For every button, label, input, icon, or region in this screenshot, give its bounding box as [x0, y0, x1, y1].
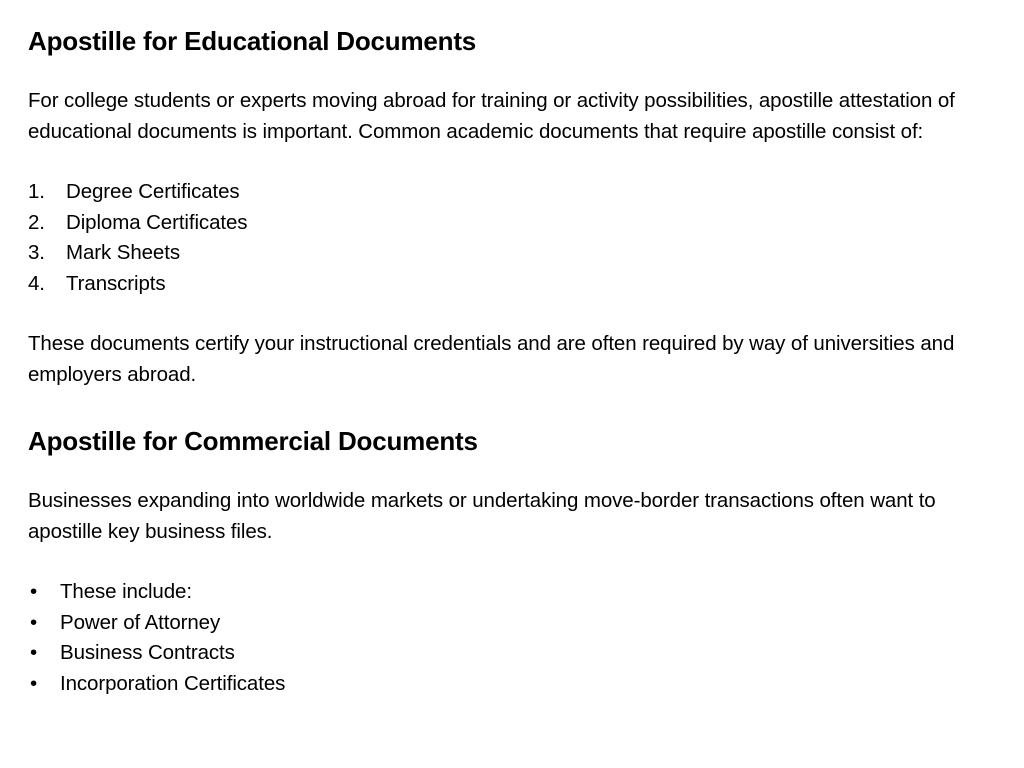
section-educational-intro: For college students or experts moving abroad for training or activity possibilities, apostille attestation of educational documents is important. Common academic documents that require apostille consist of: — [28, 89, 955, 143]
list-item — [28, 638, 964, 669]
list-item-number: 3. — [28, 241, 45, 264]
list-item-text: Incorporation Certificates — [60, 671, 286, 695]
list-item — [28, 208, 964, 239]
bullet-icon: • — [30, 580, 38, 603]
bullet-icon: • — [30, 641, 38, 664]
list-item-text: Transcripts — [66, 271, 166, 295]
list-item-text: These include: — [60, 580, 192, 603]
section-commercial-heading: Apostille for Commercial Documents — [28, 426, 478, 456]
educational-documents-list — [28, 177, 964, 299]
list-item-text: Degree Certificates — [66, 180, 240, 203]
list-item-text: Mark Sheets — [66, 241, 180, 264]
bullet-icon: • — [30, 610, 38, 634]
section-educational-heading: Apostille for Educational Documents — [28, 26, 477, 56]
list-item — [28, 238, 964, 269]
list-item — [28, 269, 964, 300]
section-educational-outro: These documents certify your instructional credentials and are often required by way of universities and employers abroad. — [28, 332, 955, 386]
list-item-text: Business Contracts — [60, 641, 235, 664]
list-item — [28, 608, 964, 639]
list-item-number: 1. — [28, 180, 45, 203]
list-item — [28, 577, 964, 608]
bullet-icon: • — [30, 671, 38, 695]
list-item-text: Diploma Certificates — [66, 210, 248, 234]
list-item-number: 2. — [28, 210, 45, 234]
list-item — [28, 177, 964, 208]
list-item-number: 4. — [28, 271, 45, 295]
list-item — [28, 669, 964, 700]
section-commercial-intro: Businesses expanding into worldwide markets or undertaking move-border transactions often want to apostille key business files. — [28, 489, 936, 543]
commercial-documents-list — [28, 577, 964, 699]
list-item-text: Power of Attorney — [60, 610, 221, 634]
